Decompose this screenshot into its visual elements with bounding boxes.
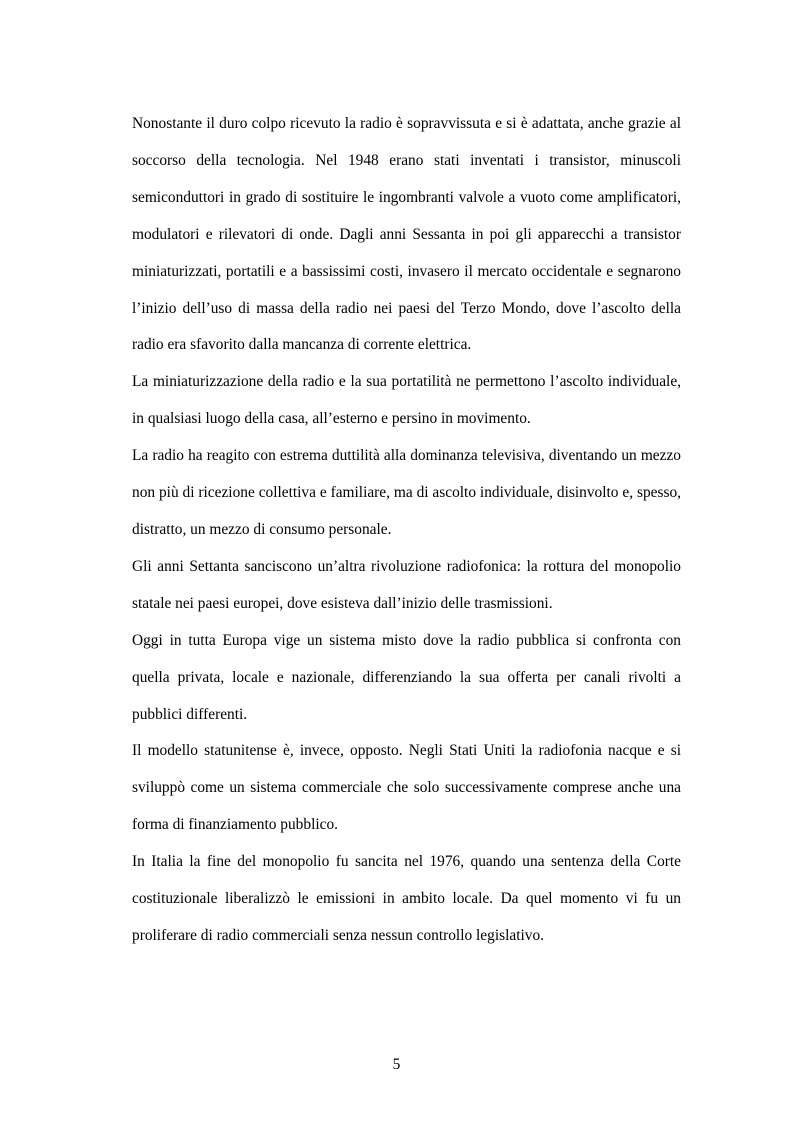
body-text <box>132 106 681 955</box>
paragraph-miniaturization: La miniaturizzazione della radio e la sua portatilità ne permettono l’ascolto individuale, in qualsiasi luogo della casa, all’esterno e persino in movimento. <box>132 373 681 428</box>
paragraph-seventies-revolution: Gli anni Settanta sanciscono un’altra rivoluzione radiofonica: la rottura del monopolio statale nei paesi europei, dove esisteva dall’inizio delle trasmissioni. <box>132 557 681 612</box>
paragraph-italy-monopoly: In Italia la fine del monopolio fu sancita nel 1976, quando una sentenza della Corte costituzionale liberalizzò le emissioni in ambito locale. Da quel momento vi fu un proliferare di radio commerciali senza nessun controllo legislativo. <box>132 853 681 944</box>
page-number: 5 <box>392 1056 401 1073</box>
paragraph-europe-mixed-system: Oggi in tutta Europa vige un sistema misto dove la radio pubblica si confronta con quella privata, locale e nazionale, differenziando la sua offerta per canali rivolti a pubblici differenti. <box>132 631 681 723</box>
paragraph-transistor: Nonostante il duro colpo ricevuto la radio è sopravvissuta e si è adattata, anche grazie al soccorso della tecnologia. Nel 1948 erano stati inventati i transistor, minuscoli semiconduttori in grado di sostituire le ingombranti valvole a vuoto come amplificatori, modulatori e rilevatori di onde. Dagli anni Sessanta in poi gli apparecchi a transistor miniaturizzati, portatili e a bassissimi costi, invasero il mercato occidentale e segnarono l’inizio dell’uso di massa della radio nei paesi del Terzo Mondo, dove l’ascolto della radio era sfavorito dalla mancanza di corrente elettrica. <box>132 115 681 354</box>
paragraph-television-dominance: La radio ha reagito con estrema duttilità alla dominanza televisiva, diventando un mezzo non più di ricezione collettiva e familiare, ma di ascolto individuale, disinvolto e, spesso, distratto, un mezzo di consumo personale. <box>132 447 681 538</box>
paragraph-us-model: Il modello statunitense è, invece, opposto. Negli Stati Uniti la radiofonia nacque e si sviluppò come un sistema commerciale che solo successivamente comprese anche una forma di finanziamento pubblico. <box>132 742 681 834</box>
